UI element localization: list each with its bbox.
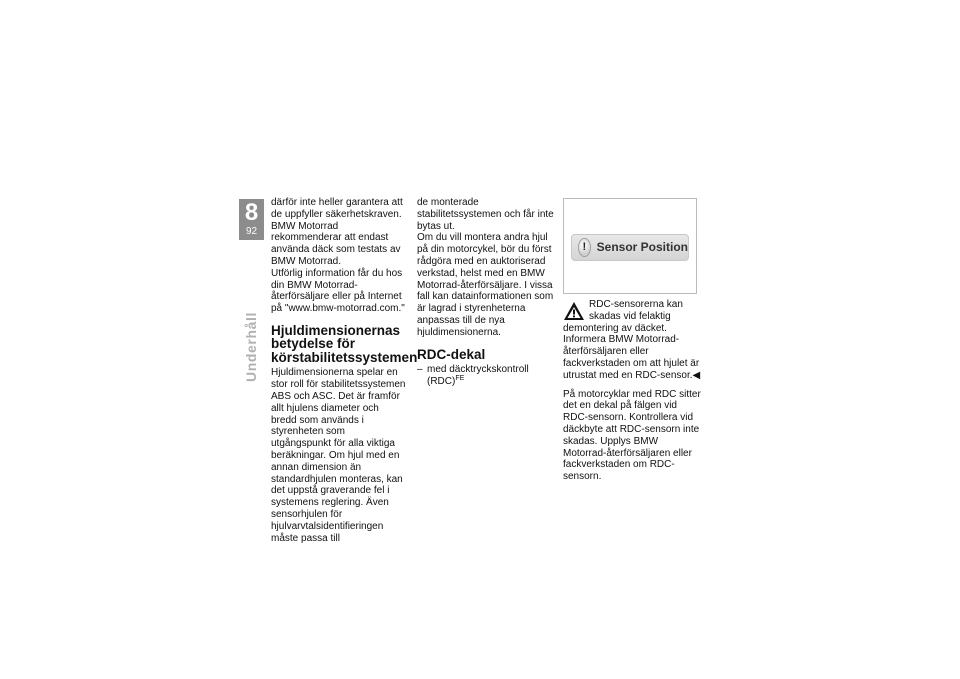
side-label-text: Underhåll <box>243 312 259 382</box>
section-side-label <box>236 312 266 382</box>
page-number: 92 <box>245 226 258 237</box>
warning-block <box>563 299 701 382</box>
list-item-text: med däcktryckskontroll (RDC) <box>427 364 529 387</box>
warning-triangle-icon <box>563 301 585 321</box>
paragraph: Utförlig information får du hos din BMW Motorrad-återförsäljare eller på Internet på "www.bmw-motorrad.com." <box>271 267 405 315</box>
list-item <box>417 364 559 388</box>
warning-followup <box>563 334 701 381</box>
paragraph: På motorcyklar med RDC sitter det en dekal på fälgen vid RDC-sensorn. Kontrollera vid däckbyte att RDC-sensorn inte skadas. Upplys BMW Motorrad-återförsäljaren eller fackverkstaden om RDC-sensorn. <box>563 388 701 483</box>
text-column-1 <box>271 197 418 544</box>
list-dash: – <box>417 364 423 376</box>
footnote-marker: FE <box>455 374 465 382</box>
paragraph: därför inte heller garantera att de uppfyller säkerhetskraven. <box>271 197 403 220</box>
section-heading: Hjuldimensionernas betydelse för körstabilitetssystemen <box>271 322 418 365</box>
warning-followup-text: Informera BMW Motorrad-återförsäljaren eller fackverkstaden om att hjulet är utrustat med en RDC-sensor. <box>563 334 700 381</box>
display-text: Sensor Position <box>596 239 688 254</box>
exclamation-circle-icon <box>578 238 591 257</box>
display-symbol: ! <box>582 240 587 253</box>
paragraph: de monterade stabilitetssystemen och får inte bytas ut. <box>417 197 554 232</box>
section-heading: RDC-dekal <box>417 346 486 362</box>
display-illustration <box>563 198 697 294</box>
text-column-3 <box>563 198 701 483</box>
paragraph: Hjuldimensionerna spelar en stor roll för stabilitetssystemen ABS och ASC. Det är framför allt hjulens diameter och bredd som används i styrenheten som utgångspunkt för alla viktiga beräkningar. Om hjul med en annan dimension än standardhjulen monteras, kan det uppstå graverande fel i systemens reglering. Även sensorhjulen för hjulvarvtalsidentifieringen måste passa till <box>271 367 406 544</box>
text-column-2 <box>417 197 559 388</box>
end-mark: ◀ <box>692 369 701 381</box>
chapter-number: 8 <box>244 199 259 226</box>
paragraph: Om du vill montera andra hjul på din motorcykel, bör du först rådgöra med en auktoriserad verkstad, helst med en BMW Motorrad-återförsäljare. I vissa fall kan datainformationen som är lagrad i styrenheterna anpassas till de nya hjuldimensionerna. <box>417 232 554 338</box>
chapter-tab <box>239 199 264 240</box>
instrument-display <box>571 234 689 261</box>
warning-text: RDC-sensorerna kan skadas vid felaktig demontering av däcket. <box>563 299 683 334</box>
paragraph: BMW Motorrad rekommenderar att endast använda däck som testats av BMW Motorrad. <box>271 220 401 267</box>
